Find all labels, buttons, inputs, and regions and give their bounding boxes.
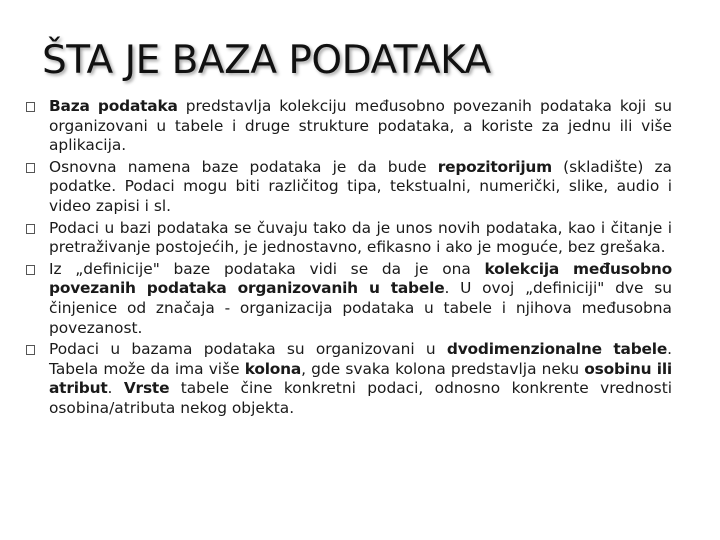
slide-title: ŠTA JE BAZA PODATAKA: [42, 38, 491, 83]
bullet-item: [26, 219, 672, 258]
bold-term: kolona: [244, 359, 302, 378]
bold-term: repozitorijum: [437, 157, 553, 176]
bullet-text: [49, 219, 672, 257]
bullet-item: [26, 97, 672, 156]
bullet-text: [49, 97, 672, 154]
text-run: Iz „definicije" baze podataka vidi se da je ona: [49, 259, 485, 278]
square-bullet-icon: [26, 224, 35, 234]
text-run: . Tabela može da ima više: [49, 340, 672, 378]
square-bullet-icon: [26, 345, 35, 355]
bullet-text: [49, 158, 672, 215]
bold-term: osobinu ili atribut: [49, 359, 672, 398]
bold-term: Baza podataka: [49, 97, 178, 115]
text-run: .: [107, 379, 124, 398]
text-run: . U ovoj „definiciji" dve su činjenice od značaja - organizacija podataka u tabele i njihova međusobna povezanost.: [49, 279, 672, 337]
text-run: Osnovna namena baze podataka je da bude: [49, 157, 438, 176]
text-run: (skladište) za podatke. Podaci mogu biti različitog tipa, tekstualni, numerički, slike, audio i video zapisi i sl.: [49, 157, 672, 215]
text-run: predstavlja kolekciju međusobno povezanih podataka koji su organizovani u tabele i druge strukture podataka, a koriste za jednu ili više aplikacija.: [49, 97, 672, 155]
bullet-list: [26, 97, 672, 421]
bold-term: Vrste: [123, 379, 170, 398]
bullet-item: [26, 158, 672, 217]
bullet-item: [26, 340, 672, 418]
bullet-text: [49, 260, 672, 337]
text-run: Podaci u bazama podataka su organizovani u: [49, 340, 447, 359]
text-run: Podaci u bazi podataka se čuvaju tako da je unos novih podataka, kao i čitanje i pretraživanje postojećih, je jednostavno, efikasno i ako je moguće, bez grešaka.: [49, 218, 672, 257]
bold-term: kolekcija međusobno povezanih podataka organizovanih u tabele: [49, 259, 672, 298]
bold-term: dvodimenzionalne tabele: [446, 340, 668, 359]
square-bullet-icon: [26, 163, 35, 173]
square-bullet-icon: [26, 102, 35, 112]
text-run: tabele čine konkretni podaci, odnosno konkrentе vrednosti osobina/atributa nekog objekta.: [49, 379, 672, 417]
square-bullet-icon: [26, 265, 35, 275]
text-run: , gde svaka kolona predstavlja neku: [301, 359, 585, 378]
bullet-text: [49, 340, 672, 417]
bullet-item: [26, 260, 672, 338]
